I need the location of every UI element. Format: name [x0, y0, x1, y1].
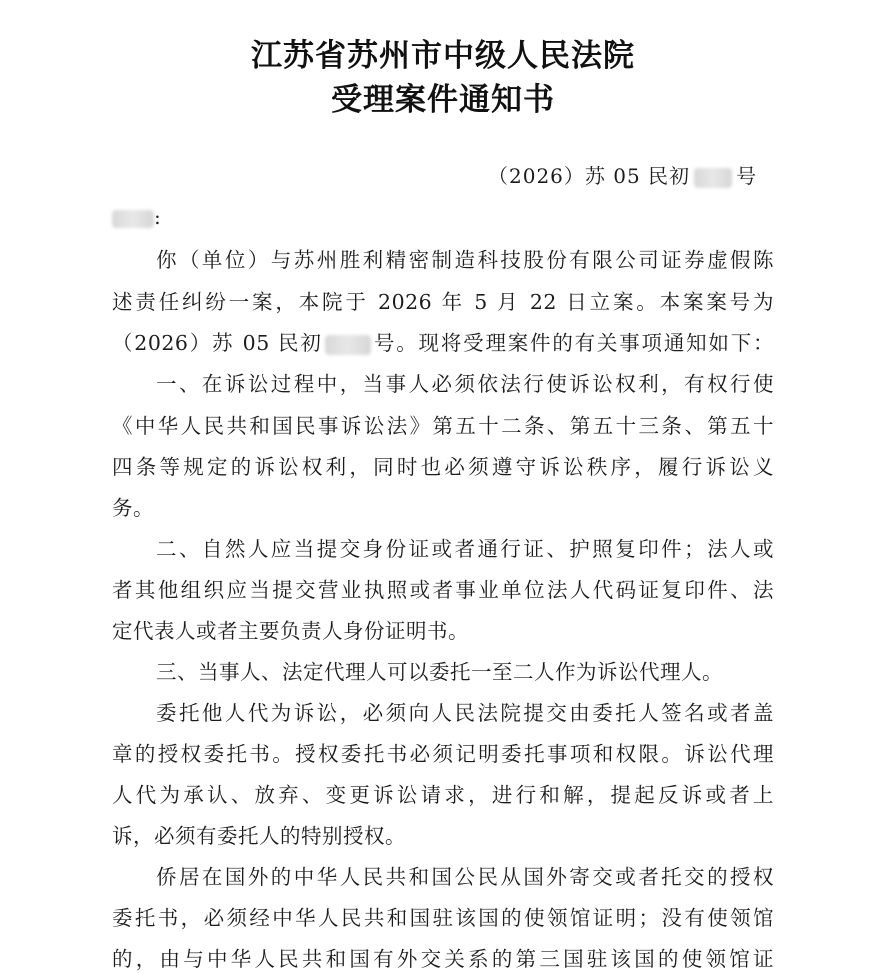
body-line — [112, 326, 774, 356]
body-line: 章的授权委托书。授权委托书必须记明委托事项和权限。诉讼代理 — [112, 742, 774, 766]
body-line: 你（单位）与苏州胜利精密制造科技股份有限公司证券虚假陈 — [156, 248, 774, 272]
case-number-prefix: （2026）苏 05 民初 — [488, 164, 691, 188]
body-line: 者其他组织应当提交营业执照或者事业单位法人代码证复印件、法 — [112, 578, 774, 602]
body-line: 委托他人代为诉讼，必须向人民法院提交由委托人签名或者盖 — [156, 701, 774, 725]
court-name-title: 江苏省苏州市中级人民法院 — [251, 38, 635, 74]
body-line: 四条等规定的诉讼权利，同时也必须遵守诉讼秩序，履行诉讼义 — [112, 455, 774, 479]
body-line: 务。 — [112, 496, 154, 520]
case-number — [488, 160, 757, 189]
body-line: 委托书，必须经中华人民共和国驻该国的使领馆证明；没有使领馆 — [112, 906, 774, 930]
body-line: 侨居在国外的中华人民共和国公民从国外寄交或者托交的授权 — [156, 865, 774, 889]
body-line: 人代为承认、放弃、变更诉讼请求，进行和解，提起反诉或者上 — [112, 783, 774, 807]
body-line: 的，由与中华人民共和国有外交关系的第三国驻该国的使领馆证 — [112, 947, 774, 971]
addressee-colon: : — [154, 205, 161, 229]
body-line: 一、在诉讼过程中，当事人必须依法行使诉讼权利，有权行使 — [156, 372, 774, 396]
body-line: 三、当事人、法定代理人可以委托一至二人作为诉讼代理人。 — [156, 660, 723, 684]
addressee — [112, 205, 161, 229]
body-line: 定代表人或者主要负责人身份证明书。 — [112, 619, 469, 643]
document-type-title: 受理案件通知书 — [331, 82, 555, 118]
body-line: 诉，必须有委托人的特别授权。 — [112, 824, 406, 848]
redacted-addressee-name — [112, 210, 154, 228]
case-number-suffix: 号 — [736, 164, 758, 188]
redacted-case-number — [694, 168, 732, 188]
body-case-number-suffix: 号。现将受理案件的有关事项通知如下： — [372, 331, 775, 355]
body-case-number-prefix: （2026）苏 05 民初 — [112, 331, 323, 355]
redacted-case-number — [325, 335, 371, 355]
body-line: 《中华人民共和国民事诉讼法》第五十二条、第五十三条、第五十 — [112, 414, 774, 438]
body-line: 述责任纠纷一案，本院于 2026 年 5 月 22 日立案。本案案号为 — [112, 290, 774, 314]
body-line: 二、自然人应当提交身份证或者通行证、护照复印件；法人或 — [156, 537, 774, 561]
